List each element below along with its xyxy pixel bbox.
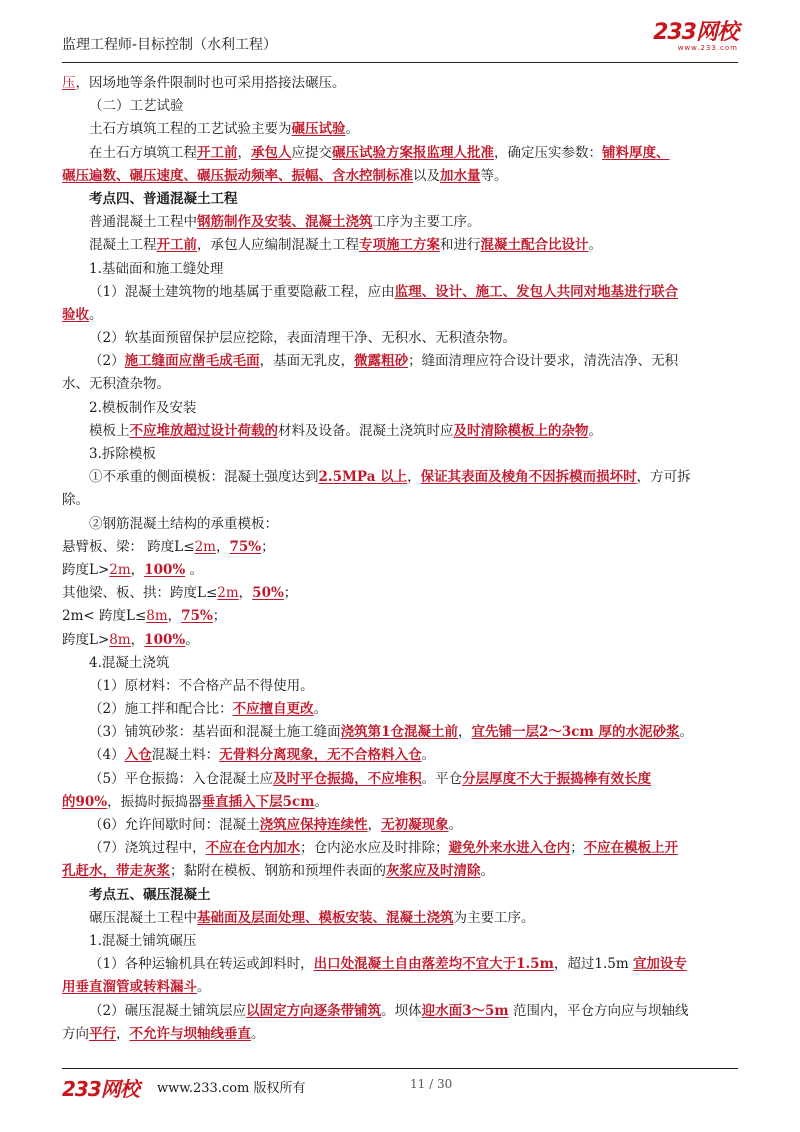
- text-segment: 。: [313, 701, 328, 718]
- emphasized-text: 分层厚度不大于振捣棒有效长度: [462, 770, 652, 787]
- emphasized-text: 碾压试验方案报监理人批准: [332, 144, 494, 161]
- emphasized-text: 宜先铺一层2～3cm 厚的水泥砂浆: [471, 724, 680, 741]
- text-line: [62, 721, 738, 744]
- emphasized-text: 不应在仓内加水: [205, 840, 301, 857]
- text-segment: ，: [167, 608, 182, 625]
- brand-logo: [653, 22, 738, 52]
- text-segment: ，方可拆: [636, 469, 691, 486]
- text-segment: 普通混凝土工程中: [89, 214, 197, 231]
- emphasized-text: 验收: [62, 306, 89, 323]
- text-segment: 。: [588, 237, 602, 254]
- text-line: [62, 791, 738, 814]
- text-segment: 工序为主要工序。: [372, 214, 481, 231]
- emphasized-text: 2m: [194, 538, 216, 555]
- text-segment: 碾压混凝土工程中: [89, 909, 197, 926]
- text-line: [62, 907, 738, 930]
- text-line: [62, 95, 738, 118]
- text-line: [62, 930, 738, 953]
- text-segment: （2）: [89, 353, 125, 370]
- page-header: [62, 22, 738, 63]
- text-segment: ②钢筋混凝土结构的承重模板：: [89, 515, 278, 532]
- text-segment: ，: [237, 144, 251, 161]
- text-segment: 。: [588, 422, 602, 439]
- emphasized-text: 及时清除模板上的杂物: [453, 422, 589, 439]
- emphasized-text: 用垂直溜管或转料漏斗: [62, 979, 197, 996]
- text-line: [62, 814, 738, 837]
- text-segment: ，承包人应编制混凝土工程: [197, 237, 359, 254]
- text-segment: 在土石方填筑工程: [89, 144, 197, 161]
- text-segment: ，基面无乳皮，: [259, 353, 355, 370]
- emphasized-text: 专项施工方案: [359, 237, 440, 254]
- emphasized-text: 入仓: [124, 747, 152, 764]
- page-footer: [62, 1068, 738, 1099]
- emphasized-text: 避免外来水进入仓内: [448, 840, 571, 857]
- text-segment: （2）软基面预留保护层应挖除，表面清理干净、无积水、无积渣杂物。: [89, 330, 517, 347]
- emphasized-text: 2m: [217, 585, 239, 602]
- emphasized-text: 承包人: [251, 144, 292, 161]
- text-segment: ，: [458, 724, 472, 741]
- emphasized-text: 不应堆放超过设计荷载的: [129, 422, 278, 439]
- emphasized-text: 无初凝现象: [381, 817, 449, 833]
- text-segment: ，确定压实参数：: [494, 144, 602, 161]
- text-segment: ，: [407, 469, 421, 486]
- text-segment: 混凝土工程: [89, 237, 157, 254]
- text-segment: 跨度L>: [62, 561, 110, 578]
- text-segment: ；黏附在模板、钢筋和预埋件表面的: [170, 863, 386, 880]
- text-segment: 悬臂板、梁： 跨度L≤: [62, 538, 195, 555]
- text-line: [62, 582, 738, 605]
- text-line: [62, 744, 738, 767]
- text-line: [62, 165, 738, 188]
- emphasized-text: 75%: [229, 538, 262, 555]
- text-segment: 3.拆除模板: [89, 446, 156, 462]
- emphasized-text: 不允许与坝轴线垂直: [129, 1025, 251, 1042]
- text-line: [62, 420, 738, 443]
- text-segment: （二）工艺试验: [89, 98, 184, 115]
- text-segment: 应提交: [291, 144, 332, 161]
- text-segment: ，因场地等条件限制时也可采用搭接法碾压。: [75, 75, 346, 91]
- text-segment: （1）原材料：不合格产品不得使用。: [89, 677, 314, 694]
- emphasized-text: 碾压试验: [291, 121, 346, 138]
- text-segment: ，: [238, 585, 253, 602]
- emphasized-text: 以固定方向逐条带铺筑: [246, 1002, 382, 1019]
- emphasized-text: 保证其表面及棱角不因拆模而损坏时: [420, 469, 637, 486]
- text-line: [62, 350, 738, 373]
- text-segment: ；仓内泌水应及时排除；: [300, 840, 449, 857]
- emphasized-text: 出口处混凝土自由落差均不宜大于1.5m: [313, 956, 554, 973]
- emphasized-text: 垂直插入下层5cm: [201, 793, 315, 810]
- text-line: [62, 953, 738, 976]
- text-segment: 。: [448, 817, 463, 833]
- text-line: [62, 72, 738, 95]
- text-segment: ①不承重的侧面模板：混凝土强度达到: [89, 469, 319, 486]
- page-number: 11 / 30: [410, 1077, 453, 1091]
- text-line: [62, 605, 738, 628]
- text-segment: （2）碾压混凝土铺筑层应: [89, 1002, 247, 1019]
- text-segment: 和进行: [440, 237, 481, 254]
- emphasized-text: 不应在模板上开: [583, 840, 679, 857]
- emphasized-text: 基础面及层面处理、模板安装、混凝土浇筑: [197, 909, 454, 926]
- text-segment: ，: [130, 561, 145, 578]
- emphasized-text: 开工前: [197, 144, 238, 161]
- text-segment: 范围内，平仓方向应与坝轴线: [508, 1002, 689, 1019]
- emphasized-text: 灰浆应及时清除: [386, 863, 481, 880]
- text-line: [62, 976, 738, 999]
- text-line: [62, 281, 738, 304]
- text-line: [62, 142, 738, 165]
- text-segment: ；: [261, 538, 275, 555]
- text-line: [62, 211, 738, 234]
- text-segment: （1）各种运输机具在转运或卸料时，: [89, 956, 314, 973]
- emphasized-text: 迎水面3～5m: [421, 1002, 509, 1019]
- text-line: [62, 1023, 738, 1046]
- text-line: [62, 489, 738, 512]
- logo-text: 233网校: [653, 20, 738, 45]
- text-segment: （5）平仓振捣：入仓混凝土应: [89, 770, 274, 787]
- text-line: [62, 373, 738, 396]
- text-line: [62, 768, 738, 791]
- text-segment: 。: [679, 724, 693, 741]
- text-line: [62, 118, 738, 141]
- emphasized-text: 孔赶水，带走灰浆: [62, 863, 170, 880]
- text-line: [62, 234, 738, 257]
- text-line: [62, 397, 738, 420]
- text-line: [62, 513, 738, 536]
- text-line: [62, 675, 738, 698]
- text-segment: ，: [130, 631, 145, 648]
- text-line: [62, 652, 738, 675]
- text-segment: 。: [345, 121, 359, 138]
- text-segment: 跨度L>: [62, 631, 110, 648]
- text-segment: 除。: [62, 492, 89, 509]
- emphasized-text: 2.5MPa 以上: [318, 469, 408, 486]
- emphasized-text: 开工前: [156, 237, 197, 254]
- text-segment: （4）: [89, 747, 125, 764]
- text-segment: 材料及设备。混凝土浇筑时应: [278, 422, 454, 439]
- text-segment: 模板上: [89, 422, 130, 439]
- text-segment: 水、无积渣杂物。: [62, 376, 170, 393]
- text-segment: 。: [421, 747, 436, 764]
- emphasized-text: 50%: [252, 585, 284, 602]
- text-line: [62, 837, 738, 860]
- text-line: [62, 258, 738, 281]
- logo-url: www.233.com: [677, 44, 738, 52]
- text-segment: ；: [570, 840, 584, 857]
- text-segment: 。: [480, 863, 494, 880]
- emphasized-text: 碾压遍数、碾压速度、碾压振动频率、振幅、含水控制标准: [62, 167, 413, 184]
- emphasized-text: 压: [62, 75, 76, 91]
- emphasized-text: 100%: [144, 561, 186, 578]
- text-line: [62, 1000, 738, 1023]
- text-segment: 1.混凝土铺筑碾压: [89, 932, 197, 949]
- text-line: [62, 304, 738, 327]
- text-segment: ，: [367, 817, 382, 833]
- emphasized-text: 监理、设计、施工、发包人共同对地基进行联合: [394, 283, 679, 300]
- document-title: 监理工程师-目标控制（水利工程）: [62, 37, 278, 53]
- text-segment: （7）浇筑过程中，: [89, 840, 206, 857]
- text-segment: ，: [215, 538, 230, 555]
- text-line: [62, 884, 738, 907]
- emphasized-text: 铺料厚度、: [602, 144, 670, 161]
- text-segment: 方向: [62, 1025, 89, 1042]
- emphasized-text: 8m: [146, 608, 168, 625]
- text-segment: ，振捣时振捣器: [107, 793, 202, 810]
- text-segment: 4.混凝土浇筑: [89, 654, 170, 671]
- emphasized-text: 钢筋制作及安装、混凝土浇筑: [197, 214, 373, 231]
- text-line: [62, 443, 738, 466]
- emphasized-text: 浇筑应保持连续性: [259, 817, 368, 833]
- copyright-text: www.233.com 版权所有: [157, 1081, 306, 1096]
- text-segment: （3）铺筑砂浆：基岩面和混凝土施工缝面: [89, 724, 341, 741]
- text-segment: 2m< 跨度L≤: [62, 608, 147, 625]
- text-segment: 。: [197, 979, 211, 996]
- text-segment: 等。: [480, 167, 508, 184]
- text-segment: 土石方填筑工程的工艺试验主要为: [89, 121, 292, 138]
- emphasized-text: 8m: [109, 631, 131, 648]
- emphasized-text: 75%: [181, 608, 213, 625]
- emphasized-text: 加水量: [440, 167, 481, 184]
- emphasized-text: 混凝土配合比设计: [480, 237, 589, 254]
- text-segment: 。: [314, 793, 329, 810]
- text-segment: 2.模板制作及安装: [89, 399, 197, 416]
- text-segment: 为主要工序。: [453, 909, 535, 926]
- text-segment: ，超过1.5m: [553, 956, 633, 973]
- emphasized-text: 的90%: [62, 793, 108, 810]
- text-segment: 。: [185, 561, 203, 578]
- emphasized-text: 考点五、碾压混凝土: [89, 886, 211, 903]
- text-segment: 1.基础面和施工缝处理: [89, 260, 224, 277]
- text-segment: 。: [185, 631, 199, 648]
- text-line: [62, 629, 738, 652]
- text-segment: （2）施工拌和配合比：: [89, 701, 233, 718]
- text-segment: ，: [116, 1025, 130, 1042]
- emphasized-text: 施工缝面应凿毛成毛面: [124, 353, 260, 370]
- text-line: [62, 536, 738, 559]
- text-line: [62, 559, 738, 582]
- emphasized-text: 2m: [109, 561, 131, 578]
- emphasized-text: 100%: [144, 631, 186, 648]
- text-segment: ；缝面清理应符合设计要求，清洗洁净、无积: [408, 353, 679, 370]
- text-segment: ；: [283, 585, 298, 602]
- text-line: [62, 698, 738, 721]
- text-line: [62, 860, 738, 883]
- emphasized-text: 微露粗砂: [354, 353, 409, 370]
- document-body: [62, 72, 738, 1046]
- text-segment: 其他梁、板、拱：跨度L≤: [62, 585, 218, 602]
- text-segment: 。坝体: [381, 1002, 422, 1019]
- emphasized-text: 及时平仓振捣，不应堆积: [273, 770, 422, 787]
- text-segment: 。: [251, 1025, 265, 1042]
- emphasized-text: 平行: [89, 1025, 116, 1042]
- text-line: [62, 327, 738, 350]
- emphasized-text: 考点四、普通混凝土工程: [89, 190, 238, 207]
- emphasized-text: 不应擅自更改: [232, 701, 314, 718]
- text-segment: 混凝土料：: [151, 747, 220, 764]
- text-line: [62, 466, 738, 489]
- emphasized-text: 宜加设专: [632, 956, 687, 973]
- text-segment: （6）允许间歇时间：混凝土: [89, 817, 260, 833]
- text-segment: （1）混凝土建筑物的地基属于重要隐蔽工程，应由: [89, 283, 395, 300]
- text-segment: 。平仓: [421, 770, 463, 787]
- emphasized-text: 浇筑第1仓混凝土前: [340, 724, 458, 741]
- text-segment: 。: [89, 306, 103, 323]
- text-segment: 以及: [413, 167, 440, 184]
- text-line: [62, 188, 738, 211]
- footer-logo: 233网校: [62, 1077, 139, 1101]
- text-segment: ；: [212, 608, 227, 625]
- emphasized-text: 无骨料分离现象，无不合格料入仓: [219, 747, 422, 764]
